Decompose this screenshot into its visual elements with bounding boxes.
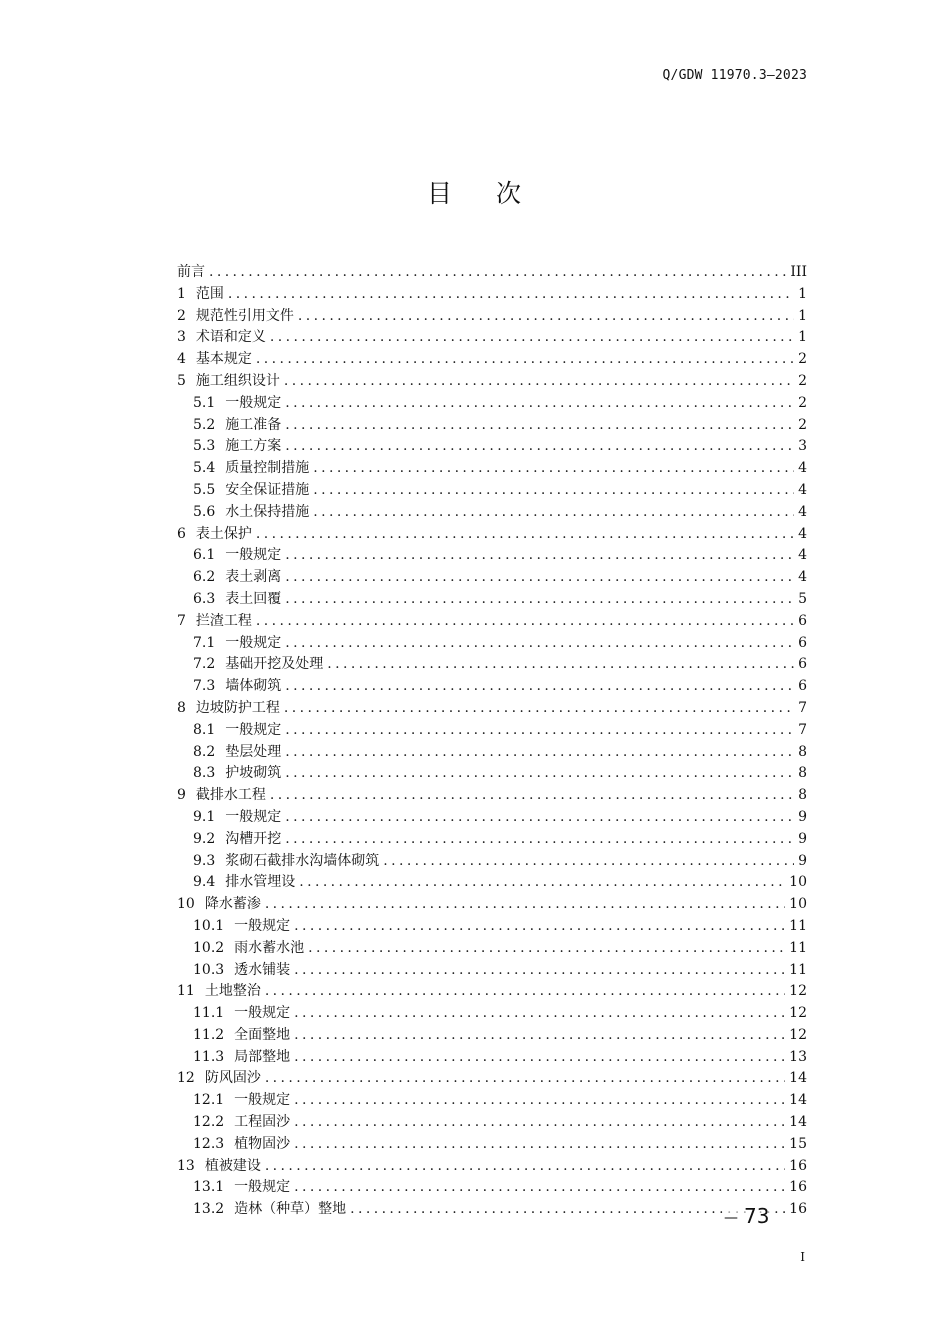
toc-entry-label: 一般规定 bbox=[225, 394, 282, 411]
toc-leader-dots bbox=[294, 1047, 785, 1069]
toc-entry-label: 表土保护 bbox=[195, 525, 252, 542]
toc-entry-page: 7 bbox=[798, 699, 807, 716]
toc-leader-dots bbox=[294, 1090, 785, 1112]
toc-entry-number: 5.1 bbox=[193, 394, 216, 411]
toc-entry[interactable] bbox=[177, 1090, 807, 1112]
toc-entry[interactable] bbox=[177, 807, 807, 829]
toc-entry-label: 浆砌石截排水沟墙体砌筑 bbox=[225, 852, 380, 869]
toc-entry-number: 13 bbox=[177, 1157, 195, 1174]
toc-entry-number: 6 bbox=[177, 525, 186, 542]
toc-leader-dots bbox=[313, 502, 794, 524]
toc-entry[interactable] bbox=[177, 524, 807, 546]
toc-title-char-1: 目 bbox=[426, 179, 454, 208]
toc-entry-page: 11 bbox=[789, 961, 807, 978]
toc-leader-dots bbox=[294, 1112, 785, 1134]
toc-entry-page: 11 bbox=[789, 917, 807, 934]
toc-entry-page: 15 bbox=[789, 1135, 807, 1152]
toc-entry-label: 沟槽开挖 bbox=[225, 830, 282, 847]
toc-entry[interactable] bbox=[177, 633, 807, 655]
toc-entry-label: 安全保证措施 bbox=[225, 481, 310, 498]
toc-leader-dots bbox=[294, 1134, 785, 1156]
toc-entry[interactable] bbox=[177, 1025, 807, 1047]
toc-entry-number: 12.3 bbox=[193, 1135, 225, 1152]
toc-leader-dots bbox=[294, 960, 785, 982]
toc-entry-page: 14 bbox=[789, 1070, 807, 1087]
toc-entry-page: 16 bbox=[789, 1157, 807, 1174]
toc-entry-label: 植被建设 bbox=[204, 1157, 261, 1174]
toc-leader-dots bbox=[313, 480, 794, 502]
toc-leader-dots bbox=[256, 524, 794, 546]
toc-leader-dots bbox=[285, 436, 794, 458]
toc-entry-label: 拦渣工程 bbox=[195, 612, 252, 629]
toc-entry[interactable] bbox=[177, 284, 807, 306]
toc-entry-number: 7 bbox=[177, 612, 186, 629]
toc-leader-dots bbox=[294, 1177, 785, 1199]
toc-entry-label: 防风固沙 bbox=[204, 1070, 261, 1087]
toc-entry[interactable] bbox=[177, 1047, 807, 1069]
toc-entry-number: 7.1 bbox=[193, 634, 216, 651]
toc-entry[interactable] bbox=[177, 742, 807, 764]
toc-entry-page: 4 bbox=[798, 547, 807, 564]
toc-entry[interactable] bbox=[177, 480, 807, 502]
toc-entry-number: 13.1 bbox=[193, 1179, 225, 1196]
toc-entry-number: 10.1 bbox=[193, 917, 225, 934]
toc-entry-label: 排水管埋设 bbox=[225, 874, 296, 891]
toc-entry[interactable] bbox=[177, 894, 807, 916]
toc-entry[interactable] bbox=[177, 960, 807, 982]
toc-leader-dots bbox=[294, 1003, 785, 1025]
toc-entry-page: 3 bbox=[798, 438, 807, 455]
toc-entry-page: 16 bbox=[789, 1179, 807, 1196]
toc-entry-label: 前言 bbox=[177, 264, 205, 280]
toc-entry-page: 4 bbox=[798, 569, 807, 586]
toc-entry[interactable] bbox=[177, 698, 807, 720]
toc-entry-label: 基本规定 bbox=[195, 351, 252, 368]
toc-entry-number: 13.2 bbox=[193, 1201, 225, 1218]
toc-leader-dots bbox=[265, 981, 785, 1003]
toc-entry-label: 水土保持措施 bbox=[225, 503, 310, 520]
toc-entry[interactable] bbox=[177, 785, 807, 807]
toc-entry-label: 施工方案 bbox=[225, 438, 282, 455]
toc-entry-number: 8.2 bbox=[193, 743, 216, 760]
toc-leader-dots bbox=[285, 415, 794, 437]
toc-entry[interactable] bbox=[177, 306, 807, 328]
toc-entry[interactable] bbox=[177, 1156, 807, 1178]
toc-entry[interactable] bbox=[177, 371, 807, 393]
toc-entry[interactable] bbox=[177, 611, 807, 633]
toc-leader-dots bbox=[209, 262, 786, 284]
toc-entry[interactable] bbox=[177, 720, 807, 742]
stamp-number: 73 bbox=[744, 1204, 770, 1228]
toc-leader-dots bbox=[256, 611, 794, 633]
toc-entry-number: 8.3 bbox=[193, 765, 216, 782]
toc-entry-page: 6 bbox=[798, 678, 807, 695]
toc-entry-label: 施工组织设计 bbox=[195, 372, 280, 389]
toc-entry[interactable] bbox=[177, 676, 807, 698]
toc-entry-page: 1 bbox=[798, 307, 807, 324]
toc-leader-dots bbox=[270, 327, 794, 349]
toc-entry[interactable] bbox=[177, 872, 807, 894]
toc-entry-page: 8 bbox=[798, 787, 807, 804]
toc-entry[interactable] bbox=[177, 1199, 807, 1221]
toc-entry-label: 墙体砌筑 bbox=[225, 678, 282, 695]
toc-entry-page: 1 bbox=[798, 285, 807, 302]
toc-leader-dots bbox=[285, 633, 794, 655]
toc-leader-dots bbox=[285, 807, 794, 829]
toc-entry[interactable] bbox=[177, 981, 807, 1003]
toc-entry-page: 4 bbox=[798, 460, 807, 477]
toc-entry-page: 2 bbox=[798, 416, 807, 433]
toc-entry-page: 8 bbox=[798, 743, 807, 760]
toc-entry-number: 6.2 bbox=[193, 569, 216, 586]
toc-entry-page: 12 bbox=[789, 1005, 807, 1022]
toc-entry-number: 9.1 bbox=[193, 808, 216, 825]
toc-entry[interactable] bbox=[177, 589, 807, 611]
toc-leader-dots bbox=[285, 545, 794, 567]
toc-entry-page: 7 bbox=[798, 721, 807, 738]
toc-entry-label: 术语和定义 bbox=[195, 329, 266, 346]
toc-entry[interactable] bbox=[177, 502, 807, 524]
toc-entry-number: 5.3 bbox=[193, 438, 216, 455]
toc-entry-number: 1 bbox=[177, 285, 186, 302]
toc-entry-label: 一般规定 bbox=[225, 547, 282, 564]
toc-entry-number: 2 bbox=[177, 307, 186, 324]
toc-entry-label: 土地整治 bbox=[204, 983, 261, 1000]
page-number: I bbox=[800, 1250, 805, 1264]
toc-leader-dots bbox=[270, 785, 794, 807]
toc-entry-page: 9 bbox=[798, 830, 807, 847]
toc-leader-dots bbox=[285, 676, 794, 698]
toc-leader-dots bbox=[265, 1068, 785, 1090]
toc-entry-label: 规范性引用文件 bbox=[195, 307, 294, 324]
toc-entry-number: 9 bbox=[177, 787, 186, 804]
toc-entry-label: 基础开挖及处理 bbox=[225, 656, 324, 673]
toc-entry-label: 施工准备 bbox=[225, 416, 282, 433]
toc-entry-page: 6 bbox=[798, 634, 807, 651]
toc-entry-label: 一般规定 bbox=[225, 808, 282, 825]
toc-entry-label: 造林（种草）整地 bbox=[234, 1201, 347, 1218]
toc-entry-page: 11 bbox=[789, 939, 807, 956]
toc-entry-page: 2 bbox=[798, 394, 807, 411]
toc-leader-dots bbox=[265, 894, 785, 916]
toc-leader-dots bbox=[327, 654, 794, 676]
toc-entry-number: 7.3 bbox=[193, 678, 216, 695]
toc-entry-label: 表土回覆 bbox=[225, 590, 282, 607]
toc-entry-page: 16 bbox=[789, 1201, 807, 1218]
toc-entry[interactable] bbox=[177, 1134, 807, 1156]
toc-leader-dots bbox=[284, 698, 794, 720]
toc-entry-number: 8 bbox=[177, 699, 186, 716]
toc-entry-number: 12.2 bbox=[193, 1114, 225, 1131]
toc-entry-label: 植物固沙 bbox=[234, 1135, 291, 1152]
toc-entry-number: 5.4 bbox=[193, 460, 216, 477]
page-stamp bbox=[722, 1204, 771, 1228]
toc-entry-number: 9.2 bbox=[193, 830, 216, 847]
toc-entry-number: 10 bbox=[177, 896, 195, 913]
toc-entry[interactable] bbox=[177, 938, 807, 960]
toc-leader-dots bbox=[285, 720, 794, 742]
toc-title-char-2: 次 bbox=[496, 179, 524, 208]
toc-entry-page: 14 bbox=[789, 1092, 807, 1109]
toc-entry[interactable] bbox=[177, 1177, 807, 1199]
toc-entry-number: 12.1 bbox=[193, 1092, 225, 1109]
toc-entry[interactable] bbox=[177, 1112, 807, 1134]
toc-entry-number: 11.3 bbox=[193, 1048, 225, 1065]
toc-leader-dots bbox=[228, 284, 794, 306]
toc-leader-dots bbox=[256, 349, 794, 371]
toc-entry-number: 9.3 bbox=[193, 852, 216, 869]
toc-entry[interactable] bbox=[177, 327, 807, 349]
toc-entry[interactable] bbox=[177, 851, 807, 873]
toc-entry-number: 11.1 bbox=[193, 1005, 225, 1022]
toc-entry-label: 全面整地 bbox=[234, 1026, 291, 1043]
toc-entry-label: 降水蓄渗 bbox=[204, 896, 261, 913]
toc-entry-page: 2 bbox=[798, 351, 807, 368]
toc-entry[interactable] bbox=[177, 415, 807, 437]
toc-entry-label: 一般规定 bbox=[234, 917, 291, 934]
toc-entry-label: 边坡防护工程 bbox=[195, 699, 280, 716]
toc-entry-number: 6.3 bbox=[193, 590, 216, 607]
toc-entry-page: 5 bbox=[798, 590, 807, 607]
toc-entry-number: 9.4 bbox=[193, 874, 216, 891]
toc-entry-number: 4 bbox=[177, 351, 186, 368]
toc-entry-label: 局部整地 bbox=[234, 1048, 291, 1065]
document-code: Q/GDW 11970.3—2023 bbox=[662, 68, 807, 83]
toc-leader-dots bbox=[308, 938, 785, 960]
toc-title bbox=[0, 174, 950, 210]
toc-leader-dots bbox=[313, 458, 794, 480]
toc-entry-label: 雨水蓄水池 bbox=[234, 939, 305, 956]
toc-entry-label: 表土剥离 bbox=[225, 569, 282, 586]
toc-entry-page: 9 bbox=[798, 808, 807, 825]
toc-entry-number: 12 bbox=[177, 1070, 195, 1087]
toc-entry-label: 一般规定 bbox=[234, 1005, 291, 1022]
toc-entry-number: 5.5 bbox=[193, 481, 216, 498]
toc-leader-dots bbox=[285, 567, 794, 589]
toc-entry-page: 14 bbox=[789, 1114, 807, 1131]
toc-entry-number: 10.2 bbox=[193, 939, 225, 956]
toc-entry-label: 一般规定 bbox=[234, 1179, 291, 1196]
toc-entry[interactable] bbox=[177, 1003, 807, 1025]
toc-entry-page: 13 bbox=[789, 1048, 807, 1065]
toc-entry-page: 12 bbox=[789, 983, 807, 1000]
toc-entry-page: 4 bbox=[798, 525, 807, 542]
toc-leader-dots bbox=[285, 763, 794, 785]
toc-entry-label: 一般规定 bbox=[225, 721, 282, 738]
toc-leader-dots bbox=[285, 393, 794, 415]
toc-entry-page: 10 bbox=[789, 896, 807, 913]
toc-entry[interactable] bbox=[177, 545, 807, 567]
toc-entry[interactable] bbox=[177, 654, 807, 676]
table-of-contents bbox=[177, 262, 807, 1221]
toc-leader-dots bbox=[298, 306, 794, 328]
toc-entry-page: 2 bbox=[798, 372, 807, 389]
toc-leader-dots bbox=[350, 1199, 785, 1221]
toc-leader-dots bbox=[299, 872, 785, 894]
toc-entry-label: 工程固沙 bbox=[234, 1114, 291, 1131]
toc-entry-label: 垫层处理 bbox=[225, 743, 282, 760]
toc-entry-label: 一般规定 bbox=[225, 634, 282, 651]
toc-leader-dots bbox=[284, 371, 794, 393]
toc-entry-label: 截排水工程 bbox=[195, 787, 266, 804]
toc-leader-dots bbox=[383, 851, 794, 873]
toc-entry-label: 护坡砌筑 bbox=[225, 765, 282, 782]
toc-entry-page: 1 bbox=[798, 329, 807, 346]
toc-entry-page: 4 bbox=[798, 503, 807, 520]
toc-entry-number: 10.3 bbox=[193, 961, 225, 978]
toc-entry-number: 5.2 bbox=[193, 416, 216, 433]
toc-entry[interactable] bbox=[177, 763, 807, 785]
toc-entry-page: 10 bbox=[789, 874, 807, 891]
toc-entry-number: 6.1 bbox=[193, 547, 216, 564]
toc-entry-label: 质量控制措施 bbox=[225, 460, 310, 477]
toc-entry-page: 9 bbox=[798, 852, 807, 869]
toc-entry-page: 6 bbox=[798, 612, 807, 629]
toc-leader-dots bbox=[265, 1156, 785, 1178]
toc-entry[interactable] bbox=[177, 349, 807, 371]
toc-leader-dots bbox=[285, 829, 794, 851]
toc-entry-page: 8 bbox=[798, 765, 807, 782]
toc-entry[interactable] bbox=[177, 262, 807, 284]
toc-leader-dots bbox=[285, 589, 794, 611]
toc-entry-number: 7.2 bbox=[193, 656, 216, 673]
stamp-dash: — bbox=[724, 1209, 738, 1226]
toc-entry[interactable] bbox=[177, 567, 807, 589]
toc-entry-number: 5 bbox=[177, 372, 186, 389]
toc-entry-number: 11 bbox=[177, 983, 195, 1000]
toc-entry[interactable] bbox=[177, 829, 807, 851]
toc-leader-dots bbox=[294, 916, 785, 938]
toc-entry[interactable] bbox=[177, 1068, 807, 1090]
toc-entry-label: 范围 bbox=[195, 285, 224, 302]
toc-entry-number: 3 bbox=[177, 329, 186, 346]
toc-entry[interactable] bbox=[177, 436, 807, 458]
toc-entry[interactable] bbox=[177, 458, 807, 480]
toc-leader-dots bbox=[294, 1025, 785, 1047]
toc-entry-page: 12 bbox=[789, 1026, 807, 1043]
toc-entry-page: 6 bbox=[798, 656, 807, 673]
toc-entry-number: 11.2 bbox=[193, 1026, 225, 1043]
toc-entry-page: 4 bbox=[798, 481, 807, 498]
toc-entry-label: 一般规定 bbox=[234, 1092, 291, 1109]
toc-entry-number: 5.6 bbox=[193, 503, 216, 520]
toc-entry[interactable] bbox=[177, 393, 807, 415]
toc-entry-label: 透水铺装 bbox=[234, 961, 291, 978]
toc-entry-number: 8.1 bbox=[193, 721, 216, 738]
toc-entry[interactable] bbox=[177, 916, 807, 938]
toc-entry-page: III bbox=[790, 264, 807, 280]
toc-leader-dots bbox=[285, 742, 794, 764]
